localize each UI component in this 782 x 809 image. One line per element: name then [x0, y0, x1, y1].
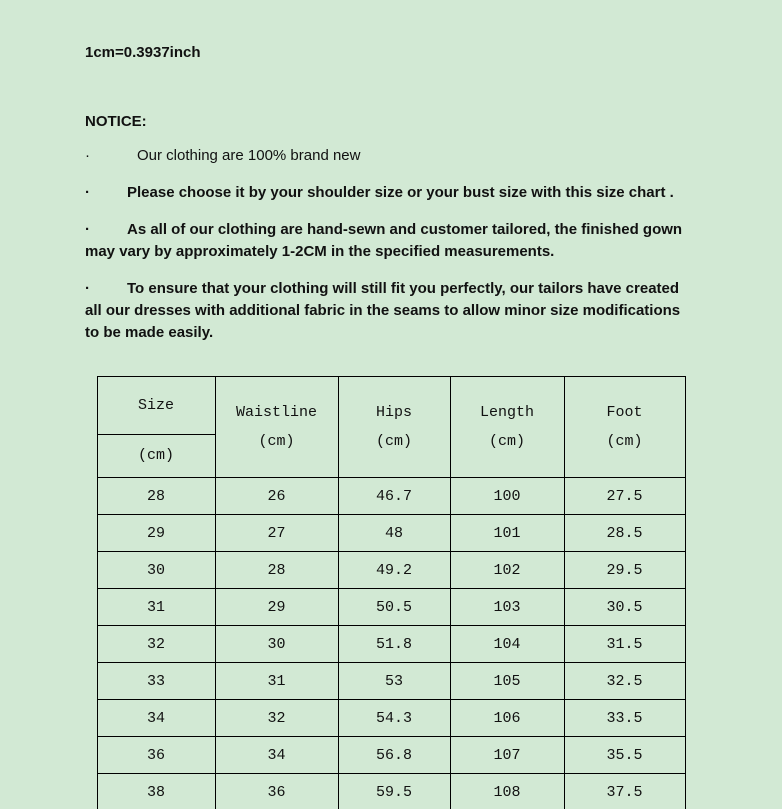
cell-hips: 51.8	[338, 626, 450, 663]
cell-length: 105	[450, 663, 564, 700]
table-row	[97, 478, 685, 515]
notice-bullet-text: To ensure that your clothing will still fit you perfectly, our tailors have created all our dresses with additional fabric in the seams to allow minor size modifications to be made easily.	[85, 280, 681, 341]
cell-waistline: 36	[215, 774, 338, 809]
cell-waistline: 26	[215, 478, 338, 515]
cell-waistline: 31	[215, 663, 338, 700]
cell-size: 31	[97, 589, 215, 626]
cell-size: 30	[97, 552, 215, 589]
header-length	[450, 377, 564, 478]
cell-hips: 48	[338, 515, 450, 552]
table-row	[97, 737, 685, 774]
cell-foot: 32.5	[564, 663, 685, 700]
notice-bullet-text: As all of our clothing are hand-sewn and customer tailored, the finished gown may vary by approximately 1-2CM in the specified measurements.	[85, 221, 683, 260]
header-unit: (cm)	[258, 433, 295, 450]
table-row	[97, 663, 685, 700]
cell-size: 32	[97, 626, 215, 663]
table-header	[97, 377, 685, 478]
cell-size: 28	[97, 478, 215, 515]
header-label: Hips	[375, 404, 412, 421]
unit-conversion-note: 1cm=0.3937inch	[85, 44, 201, 61]
table-row	[97, 774, 685, 809]
cell-waistline: 32	[215, 700, 338, 737]
table-row	[97, 515, 685, 552]
header-waistline	[215, 377, 338, 478]
cell-foot: 29.5	[564, 552, 685, 589]
cell-size: 29	[97, 515, 215, 552]
cell-foot: 31.5	[564, 626, 685, 663]
cell-length: 101	[450, 515, 564, 552]
cell-length: 103	[450, 589, 564, 626]
header-hips	[338, 377, 450, 478]
cell-length: 106	[450, 700, 564, 737]
table-row	[97, 626, 685, 663]
cell-hips: 50.5	[338, 589, 450, 626]
cell-foot: 30.5	[564, 589, 685, 626]
cell-length: 102	[450, 552, 564, 589]
cell-hips: 46.7	[338, 478, 450, 515]
cell-foot: 33.5	[564, 700, 685, 737]
cell-waistline: 30	[215, 626, 338, 663]
header-label: Length	[479, 404, 534, 421]
bullet-dot: ·	[85, 147, 90, 164]
notice-title: NOTICE:	[85, 113, 147, 130]
bullet-dot: ·	[85, 280, 90, 297]
header-label: Waistline	[235, 404, 317, 421]
notice-bullet-3	[85, 219, 697, 263]
table-row	[97, 589, 685, 626]
table-row	[97, 552, 685, 589]
header-size-unit: (cm)	[97, 434, 215, 477]
notice-bullet-4	[85, 278, 697, 344]
cell-hips: 54.3	[338, 700, 450, 737]
cell-hips: 53	[338, 663, 450, 700]
cell-hips: 56.8	[338, 737, 450, 774]
notice-bullet-2	[85, 182, 697, 204]
header-size: Size	[97, 377, 215, 435]
cell-waistline: 27	[215, 515, 338, 552]
notice-bullet-text: Please choose it by your shoulder size or your bust size with this size chart .	[127, 184, 674, 201]
cell-hips: 59.5	[338, 774, 450, 809]
cell-length: 100	[450, 478, 564, 515]
cell-length: 104	[450, 626, 564, 663]
cell-length: 107	[450, 737, 564, 774]
header-unit: (cm)	[375, 433, 412, 450]
cell-size: 38	[97, 774, 215, 809]
cell-foot: 37.5	[564, 774, 685, 809]
header-unit: (cm)	[606, 433, 643, 450]
header-foot	[564, 377, 685, 478]
cell-foot: 35.5	[564, 737, 685, 774]
cell-foot: 28.5	[564, 515, 685, 552]
cell-size: 34	[97, 700, 215, 737]
notice-bullet-text: Our clothing are 100% brand new	[137, 147, 361, 164]
size-chart-table	[97, 376, 686, 809]
notice-bullet-1	[85, 145, 697, 167]
table-row	[97, 700, 685, 737]
header-label: Foot	[606, 404, 643, 421]
cell-waistline: 29	[215, 589, 338, 626]
cell-hips: 49.2	[338, 552, 450, 589]
table-body	[97, 478, 685, 809]
cell-waistline: 34	[215, 737, 338, 774]
bullet-dot: ·	[85, 221, 90, 238]
cell-foot: 27.5	[564, 478, 685, 515]
cell-size: 33	[97, 663, 215, 700]
cell-waistline: 28	[215, 552, 338, 589]
bullet-dot: ·	[85, 184, 90, 201]
header-unit: (cm)	[488, 433, 525, 450]
cell-length: 108	[450, 774, 564, 809]
cell-size: 36	[97, 737, 215, 774]
header-row-top	[97, 377, 685, 435]
